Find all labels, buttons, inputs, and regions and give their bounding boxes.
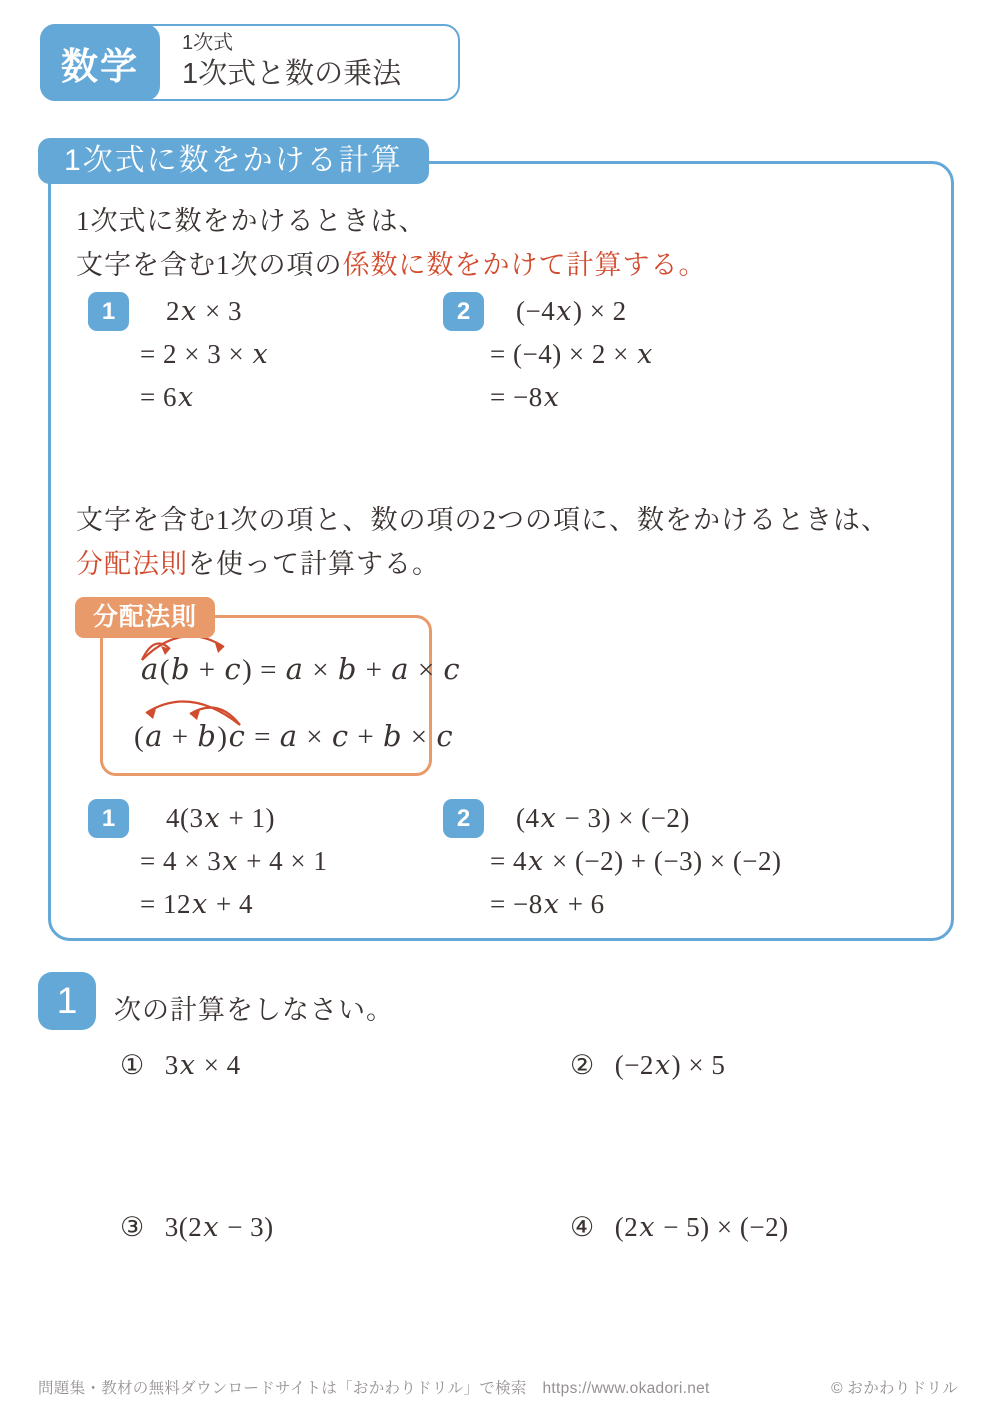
example-1-badge: 1 bbox=[88, 292, 129, 331]
problem-1-badge: 1 bbox=[38, 972, 96, 1030]
paragraph-2-line-1: 文字を含む1次の項と、数の項の2つの項に、数をかけるときは、 bbox=[76, 505, 889, 535]
problem-item-4 bbox=[570, 1212, 789, 1243]
circled-number-4: ④ bbox=[570, 1212, 595, 1242]
paragraph-1 bbox=[76, 199, 707, 287]
problem-item-3 bbox=[120, 1212, 274, 1243]
example-1-line-3: = 6x bbox=[140, 382, 194, 413]
example-2-line-1: (−4x) × 2 bbox=[516, 296, 627, 327]
distributive-law-label: 分配法則 bbox=[75, 597, 215, 638]
distributive-law-formula-1: a(b + c) = a × b + a × c bbox=[141, 652, 461, 686]
problem-instruction: 次の計算をしなさい。 bbox=[114, 995, 394, 1025]
example-1-line-2: = 2 × 3 × x bbox=[140, 339, 269, 370]
problem-expr-1: 3x × 4 bbox=[164, 1050, 241, 1081]
header-text bbox=[182, 31, 401, 93]
subject-label: 数学 bbox=[61, 45, 139, 87]
circled-number-2: ② bbox=[570, 1050, 595, 1080]
footer-copyright: © おかわりドリル bbox=[831, 1380, 958, 1397]
unit-label: 1次式 bbox=[182, 32, 234, 54]
example-4-badge: 2 bbox=[443, 799, 484, 838]
problem-expr-4: (2x − 5) × (−2) bbox=[614, 1212, 789, 1243]
example-3-badge: 1 bbox=[88, 799, 129, 838]
page-title: 1次式と数の乗法 bbox=[182, 58, 402, 90]
example-2-steps bbox=[490, 290, 654, 419]
section-title: 1次式に数をかける計算 bbox=[64, 144, 403, 177]
example-4-steps bbox=[490, 797, 782, 926]
example-4-line-2: = 4x × (−2) + (−3) × (−2) bbox=[490, 846, 782, 877]
problem-expr-3: 3(2x − 3) bbox=[164, 1212, 274, 1243]
paragraph-1-line-2: 文字を含む1次の項の係数に数をかけて計算する。 bbox=[76, 250, 707, 280]
problem-item-1 bbox=[120, 1050, 241, 1081]
example-3-line-1: 4(3x + 1) bbox=[166, 803, 275, 834]
section-title-badge bbox=[38, 138, 429, 184]
example-2-line-2: = (−4) × 2 × x bbox=[490, 339, 653, 370]
footer-site-info: 問題集・教材の無料ダウンロードサイトは「おかわりドリル」で検索 https://www.okadori.net bbox=[38, 1380, 710, 1397]
circled-number-3: ③ bbox=[120, 1212, 145, 1242]
example-2-badge: 2 bbox=[443, 292, 484, 331]
paragraph-1-line-1: 1次式に数をかけるときは、 bbox=[76, 206, 427, 236]
example-1-steps bbox=[140, 290, 269, 419]
problem-item-2 bbox=[570, 1050, 725, 1081]
highlight-red-text: 係数に数をかけて計算する。 bbox=[342, 250, 707, 280]
example-3-line-2: = 4 × 3x + 4 × 1 bbox=[140, 846, 328, 877]
distributive-law-formula-2: (a + b)c = a × c + b × c bbox=[134, 719, 454, 753]
example-4-line-1: (4x − 3) × (−2) bbox=[516, 803, 690, 834]
subject-badge bbox=[40, 24, 160, 101]
example-3-line-3: = 12x + 4 bbox=[140, 889, 253, 920]
paragraph-2 bbox=[76, 498, 889, 586]
problem-expr-2: (−2x) × 5 bbox=[614, 1050, 726, 1081]
example-4-line-3: = −8x + 6 bbox=[490, 889, 605, 920]
example-3-steps bbox=[140, 797, 327, 926]
paragraph-2-line-2: 分配法則を使って計算する。 bbox=[76, 549, 440, 579]
example-2-line-3: = −8x bbox=[490, 382, 560, 413]
example-1-line-1: 2x × 3 bbox=[166, 296, 242, 327]
distributive-law-red-text: 分配法則 bbox=[76, 549, 188, 579]
circled-number-1: ① bbox=[120, 1050, 145, 1080]
